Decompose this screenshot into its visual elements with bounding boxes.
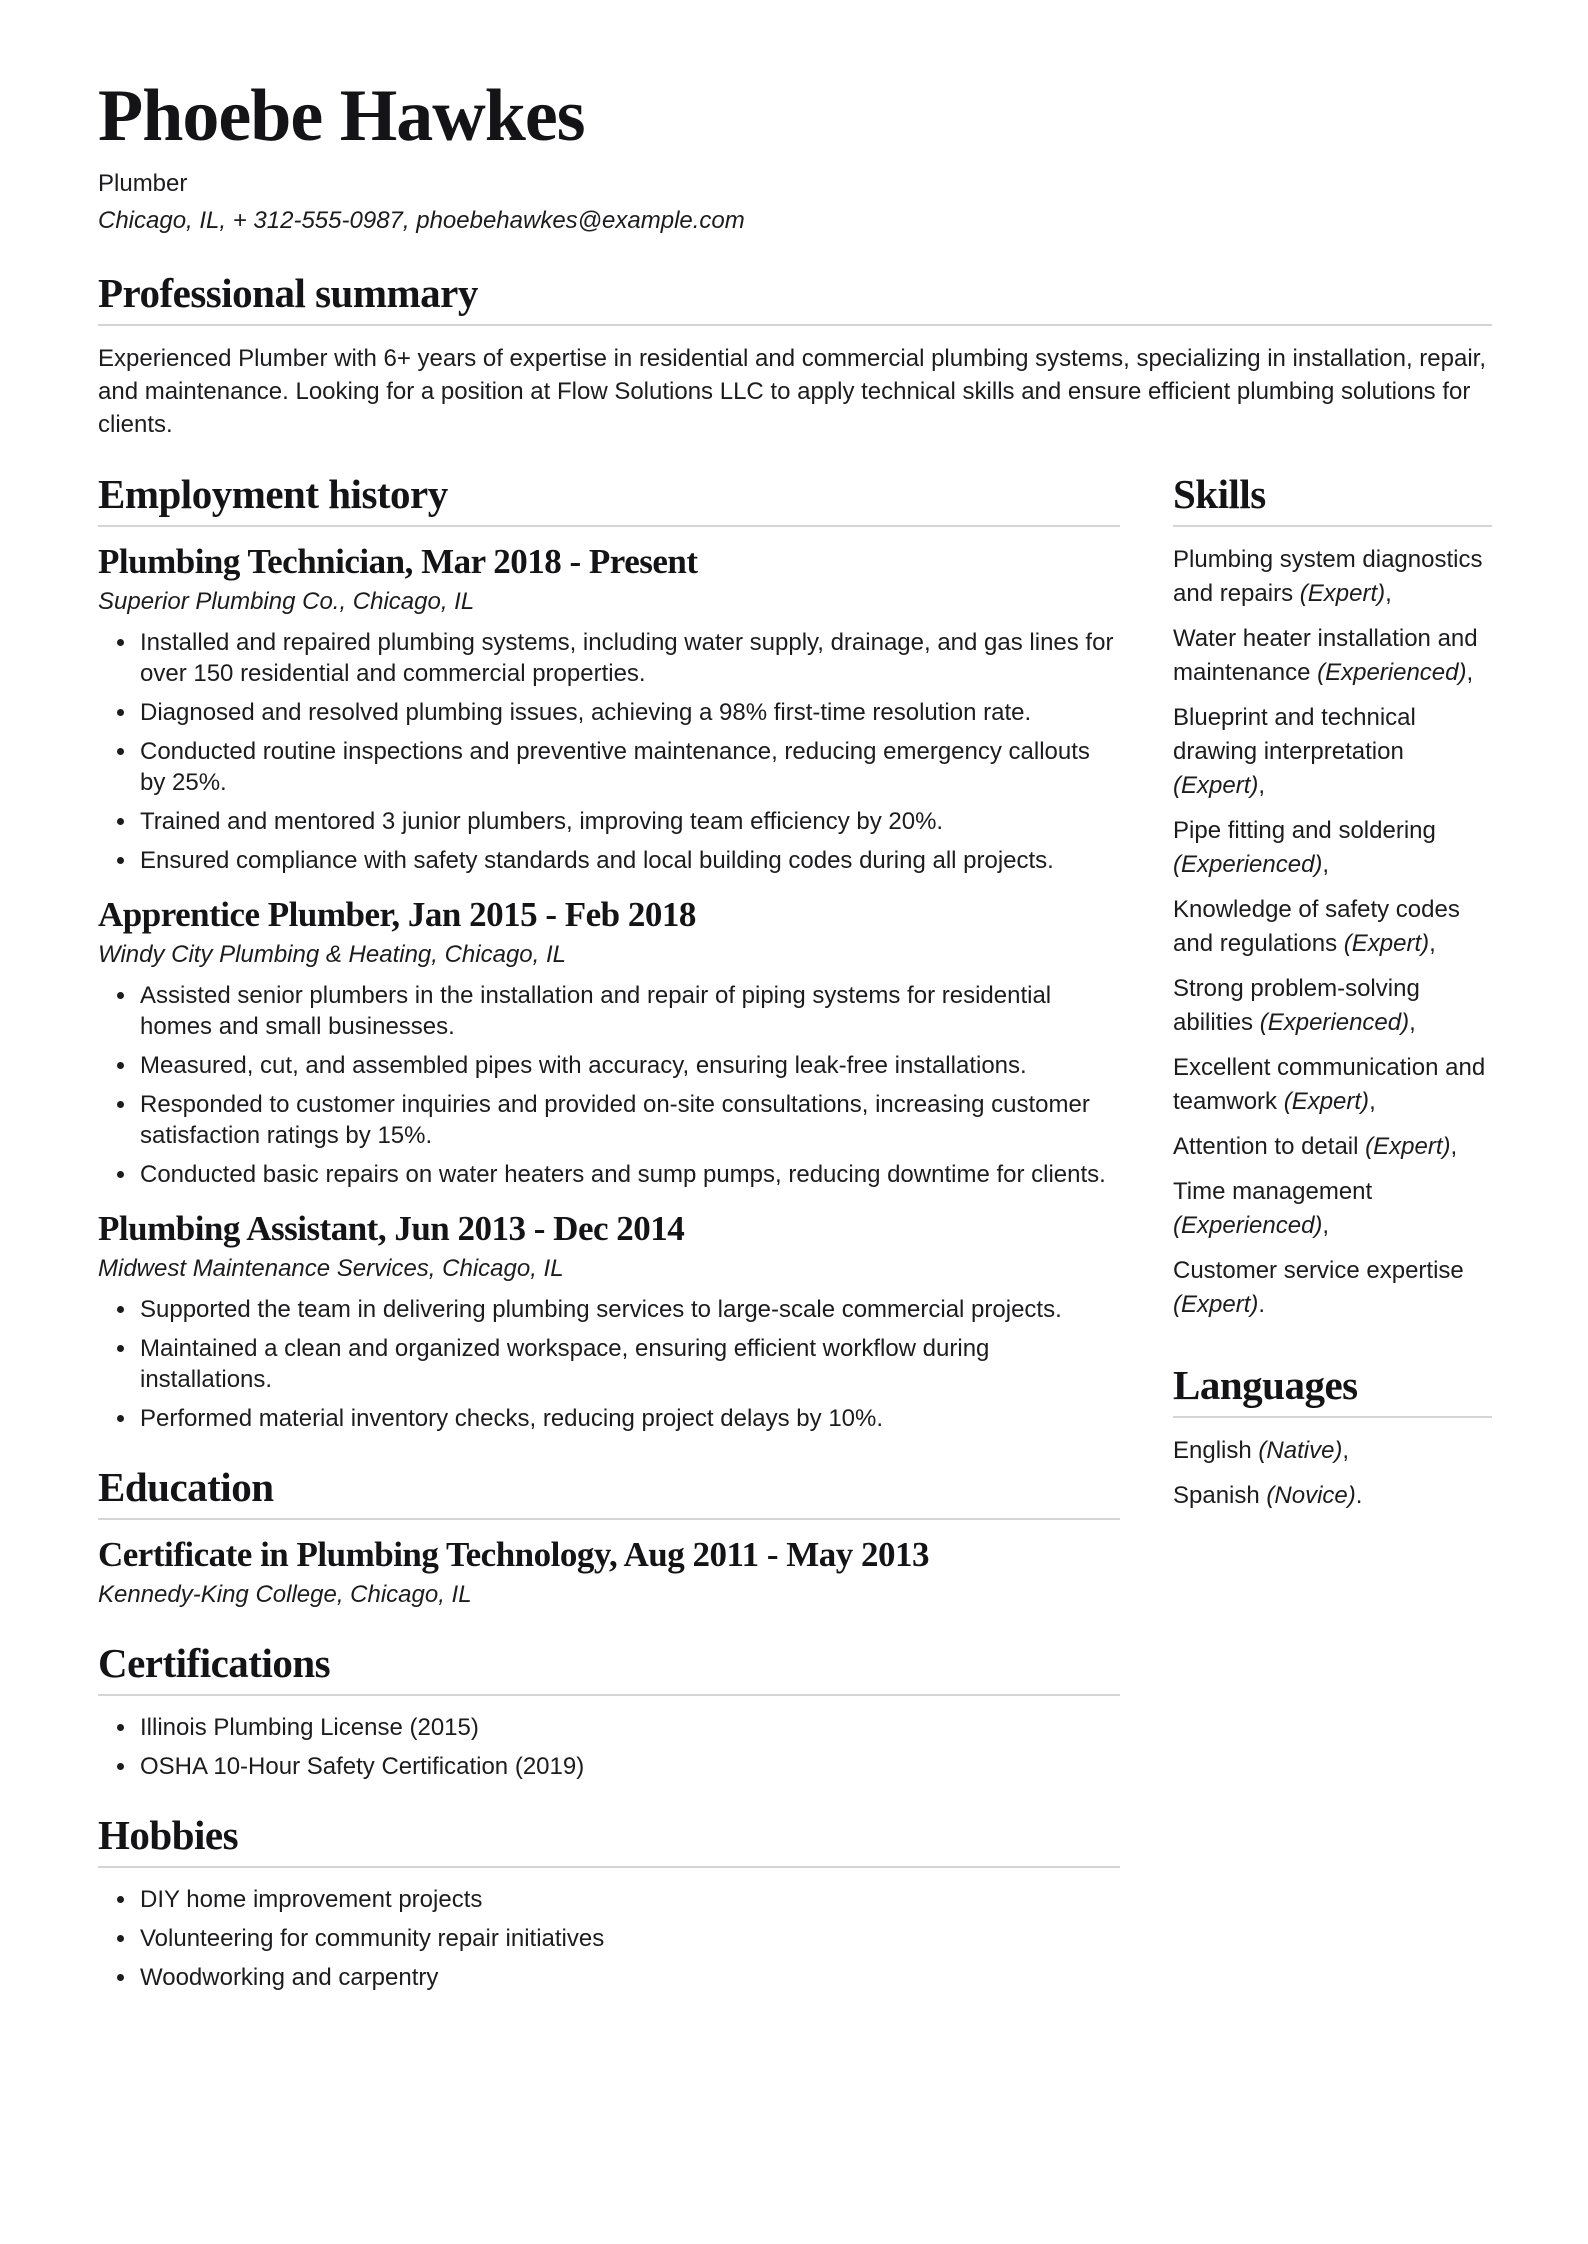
skill-suffix: , bbox=[1322, 851, 1330, 878]
skill-item bbox=[1173, 972, 1492, 1040]
skill-suffix: , bbox=[1322, 1212, 1330, 1239]
job-bullet-list bbox=[98, 627, 1120, 876]
language-name: English bbox=[1173, 1437, 1259, 1464]
skill-item bbox=[1173, 1051, 1492, 1119]
skill-level: (Experienced) bbox=[1317, 659, 1467, 686]
candidate-role: Plumber bbox=[98, 170, 188, 197]
resume-header bbox=[98, 76, 1492, 236]
skill-suffix: . bbox=[1258, 1291, 1266, 1318]
skill-level: (Expert) bbox=[1299, 580, 1386, 607]
certifications-section bbox=[98, 1640, 1120, 1782]
education-heading: Education bbox=[98, 1464, 274, 1510]
language-suffix: , bbox=[1342, 1437, 1350, 1464]
employment-section bbox=[98, 471, 1120, 1434]
skill-item bbox=[1173, 1254, 1492, 1322]
job-bullet: • Measured, cut, and assembled pipes with accuracy, ensuring leak-free installations. bbox=[138, 1050, 1120, 1081]
hobby-item: • Volunteering for community repair initiatives bbox=[138, 1923, 1120, 1954]
skill-item bbox=[1173, 893, 1492, 961]
section-divider bbox=[98, 1518, 1120, 1520]
skill-name: Plumbing system diagnostics and repairs bbox=[1173, 546, 1483, 607]
certification-list bbox=[98, 1712, 1120, 1782]
skill-name: Knowledge of safety codes and regulations bbox=[1173, 896, 1460, 957]
language-item bbox=[1173, 1479, 1492, 1513]
skill-item bbox=[1173, 1130, 1492, 1164]
skill-name: Strong problem-solving abilities bbox=[1173, 975, 1420, 1036]
job-title: Apprentice Plumber, Jan 2015 - Feb 2018 bbox=[98, 895, 696, 934]
skill-level: (Experienced) bbox=[1259, 1009, 1410, 1036]
skill-level: (Expert) bbox=[1173, 1291, 1259, 1318]
languages-heading: Languages bbox=[1173, 1362, 1358, 1408]
job-bullet: • Trained and mentored 3 junior plumbers, improving team efficiency by 20%. bbox=[138, 806, 1120, 837]
job-title: Plumbing Assistant, Jun 2013 - Dec 2014 bbox=[98, 1209, 685, 1248]
job-bullet: • Responded to customer inquiries and provided on-site consultations, increasing customer satisfaction ratings by 15%. bbox=[138, 1089, 1120, 1151]
job-bullet: • Performed material inventory checks, reducing project delays by 10%. bbox=[138, 1403, 1120, 1434]
skill-item bbox=[1173, 622, 1492, 690]
language-suffix: . bbox=[1355, 1482, 1363, 1509]
section-divider bbox=[1173, 525, 1492, 527]
hobbies-section bbox=[98, 1812, 1120, 1993]
side-column bbox=[1173, 471, 1492, 1993]
education-degree: Certificate in Plumbing Technology, Aug 2011 - May 2013 bbox=[98, 1535, 930, 1574]
skill-suffix: , bbox=[1429, 930, 1436, 957]
skill-item bbox=[1173, 814, 1492, 882]
skill-name: Attention to detail bbox=[1173, 1133, 1366, 1160]
skills-section bbox=[1173, 471, 1492, 1322]
education-section bbox=[98, 1464, 1120, 1610]
skill-level: (Expert) bbox=[1283, 1088, 1370, 1115]
languages-section bbox=[1173, 1362, 1492, 1513]
language-level: (Native) bbox=[1258, 1437, 1343, 1464]
candidate-contact: Chicago, IL, + 312-555-0987, phoebehawkes@example.com bbox=[98, 207, 745, 234]
job-title: Plumbing Technician, Mar 2018 - Present bbox=[98, 542, 698, 581]
language-level: (Novice) bbox=[1266, 1482, 1356, 1509]
two-column-layout bbox=[98, 471, 1492, 1993]
job-entry bbox=[98, 1210, 1120, 1434]
certification-item: • OSHA 10-Hour Safety Certification (2019) bbox=[138, 1751, 1120, 1782]
job-bullet: • Assisted senior plumbers in the installation and repair of piping systems for residential homes and small businesses. bbox=[138, 980, 1120, 1042]
skill-suffix: , bbox=[1385, 580, 1392, 607]
language-item bbox=[1173, 1434, 1492, 1468]
summary-section bbox=[98, 270, 1492, 441]
summary-text: Experienced Plumber with 6+ years of expertise in residential and commercial plumbing systems, specializing in installation, repair, and maintenance. Looking for a position at Flow Solutions LLC to apply technical skills and ensure efficient plumbing solutions for clients. bbox=[98, 345, 1486, 438]
job-company: Windy City Plumbing & Heating, Chicago, IL bbox=[98, 941, 566, 968]
languages-list bbox=[1173, 1434, 1492, 1513]
skill-suffix: , bbox=[1258, 772, 1266, 799]
job-bullet: • Maintained a clean and organized workspace, ensuring efficient workflow during installations. bbox=[138, 1333, 1120, 1395]
job-bullet: • Diagnosed and resolved plumbing issues, achieving a 98% first-time resolution rate. bbox=[138, 697, 1120, 728]
job-bullet: • Installed and repaired plumbing systems, including water supply, drainage, and gas lines for over 150 residential and commercial properties. bbox=[138, 627, 1120, 689]
certification-item: • Illinois Plumbing License (2015) bbox=[138, 1712, 1120, 1743]
certifications-heading: Certifications bbox=[98, 1640, 331, 1686]
hobbies-heading: Hobbies bbox=[98, 1812, 239, 1858]
hobby-item: • DIY home improvement projects bbox=[138, 1884, 1120, 1915]
hobby-list bbox=[98, 1884, 1120, 1993]
job-bullet: • Supported the team in delivering plumbing services to large-scale commercial projects. bbox=[138, 1294, 1120, 1325]
hobby-item: • Woodworking and carpentry bbox=[138, 1962, 1120, 1993]
skill-level: (Experienced) bbox=[1173, 851, 1323, 878]
skill-suffix: , bbox=[1466, 659, 1474, 686]
job-bullet: • Conducted routine inspections and preventive maintenance, reducing emergency callouts by 25%. bbox=[138, 736, 1120, 798]
education-school: Kennedy-King College, Chicago, IL bbox=[98, 1581, 472, 1608]
skill-level: (Expert) bbox=[1173, 772, 1259, 799]
section-divider bbox=[1173, 1416, 1492, 1418]
section-divider bbox=[98, 525, 1120, 527]
summary-heading: Professional summary bbox=[98, 270, 478, 316]
skills-heading: Skills bbox=[1173, 471, 1266, 517]
section-divider bbox=[98, 1694, 1120, 1696]
language-name: Spanish bbox=[1173, 1482, 1267, 1509]
skill-item bbox=[1173, 701, 1492, 803]
skill-name: Excellent communication and teamwork bbox=[1173, 1054, 1486, 1115]
skill-item bbox=[1173, 1175, 1492, 1243]
skill-level: (Expert) bbox=[1365, 1133, 1451, 1160]
section-divider bbox=[98, 1866, 1120, 1868]
job-bullet: • Ensured compliance with safety standards and local building codes during all projects. bbox=[138, 845, 1120, 876]
skill-suffix: , bbox=[1409, 1009, 1416, 1036]
job-entry bbox=[98, 543, 1120, 876]
employment-heading: Employment history bbox=[98, 471, 448, 517]
skill-name: Blueprint and technical drawing interpretation bbox=[1173, 704, 1416, 765]
skill-name: Time management bbox=[1173, 1178, 1373, 1205]
main-column bbox=[98, 471, 1120, 1993]
skill-level: (Expert) bbox=[1343, 930, 1430, 957]
skill-level: (Experienced) bbox=[1173, 1212, 1323, 1239]
job-company: Superior Plumbing Co., Chicago, IL bbox=[98, 588, 475, 615]
skill-name: Water heater installation and maintenance bbox=[1173, 625, 1478, 686]
skill-name: Pipe fitting and soldering bbox=[1173, 817, 1436, 844]
skill-item bbox=[1173, 543, 1492, 611]
section-divider bbox=[98, 324, 1492, 326]
candidate-name: Phoebe Hawkes bbox=[98, 75, 585, 157]
job-entry bbox=[98, 896, 1120, 1190]
skills-list bbox=[1173, 543, 1492, 1322]
job-bullet-list bbox=[98, 1294, 1120, 1434]
job-bullet: • Conducted basic repairs on water heaters and sump pumps, reducing downtime for clients. bbox=[138, 1159, 1120, 1190]
job-company: Midwest Maintenance Services, Chicago, IL bbox=[98, 1255, 564, 1282]
job-bullet-list bbox=[98, 980, 1120, 1190]
skill-name: Customer service expertise bbox=[1173, 1257, 1464, 1284]
skill-suffix: , bbox=[1369, 1088, 1376, 1115]
skill-suffix: , bbox=[1450, 1133, 1458, 1160]
